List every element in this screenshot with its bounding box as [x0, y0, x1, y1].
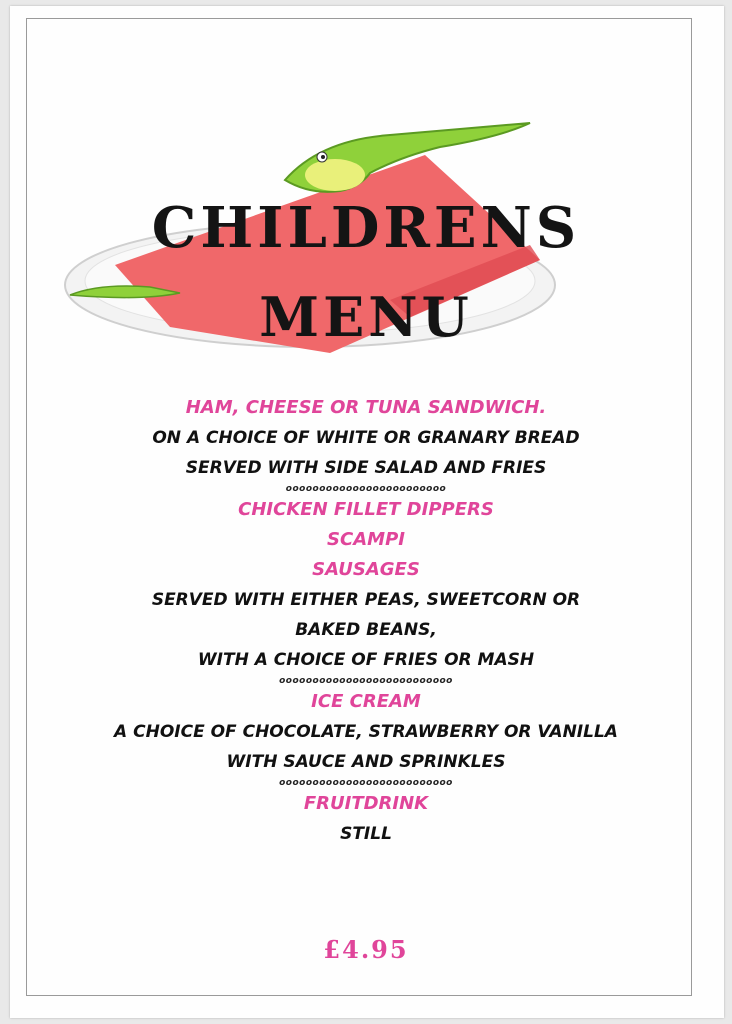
- menu-price: £4.95: [323, 935, 409, 964]
- menu-item-description: WITH SAUCE AND SPRINKLES: [226, 752, 506, 772]
- dotted-separator: oooooooooooooooooooooooooo: [279, 778, 453, 788]
- menu-items: [0, 393, 732, 849]
- menu-item-name: FRUITDRINK: [303, 793, 429, 814]
- menu-item-description: BAKED BEANS,: [295, 620, 437, 640]
- menu-title-line1: CHILDRENS: [151, 195, 581, 261]
- crocodile-pupil: [321, 155, 325, 159]
- menu-title-line2: MENU: [259, 285, 473, 349]
- menu-item-description: ON A CHOICE OF WHITE OR GRANARY BREAD: [152, 428, 580, 448]
- dotted-separator: oooooooooooooooooooooooooo: [279, 676, 453, 686]
- menu-item-name: CHICKEN FILLET DIPPERS: [238, 499, 494, 520]
- menu-item-description: SERVED WITH SIDE SALAD AND FRIES: [185, 458, 547, 478]
- menu-item-description: STILL: [340, 824, 392, 844]
- dotted-separator: oooooooooooooooooooooooo: [285, 484, 447, 494]
- menu-item-name: ICE CREAM: [311, 691, 421, 712]
- menu-item-description: WITH A CHOICE OF FRIES OR MASH: [197, 650, 535, 670]
- crocodile-belly: [305, 159, 365, 191]
- menu-item-description: A CHOICE OF CHOCOLATE, STRAWBERRY OR VANILLA: [114, 722, 618, 742]
- menu-item-name: SCAMPI: [327, 529, 405, 550]
- menu-item-name: SAUSAGES: [312, 559, 420, 580]
- menu-item-description: SERVED WITH EITHER PEAS, SWEETCORN OR: [151, 590, 581, 610]
- menu-item-name: HAM, CHEESE OR TUNA SANDWICH.: [185, 397, 547, 418]
